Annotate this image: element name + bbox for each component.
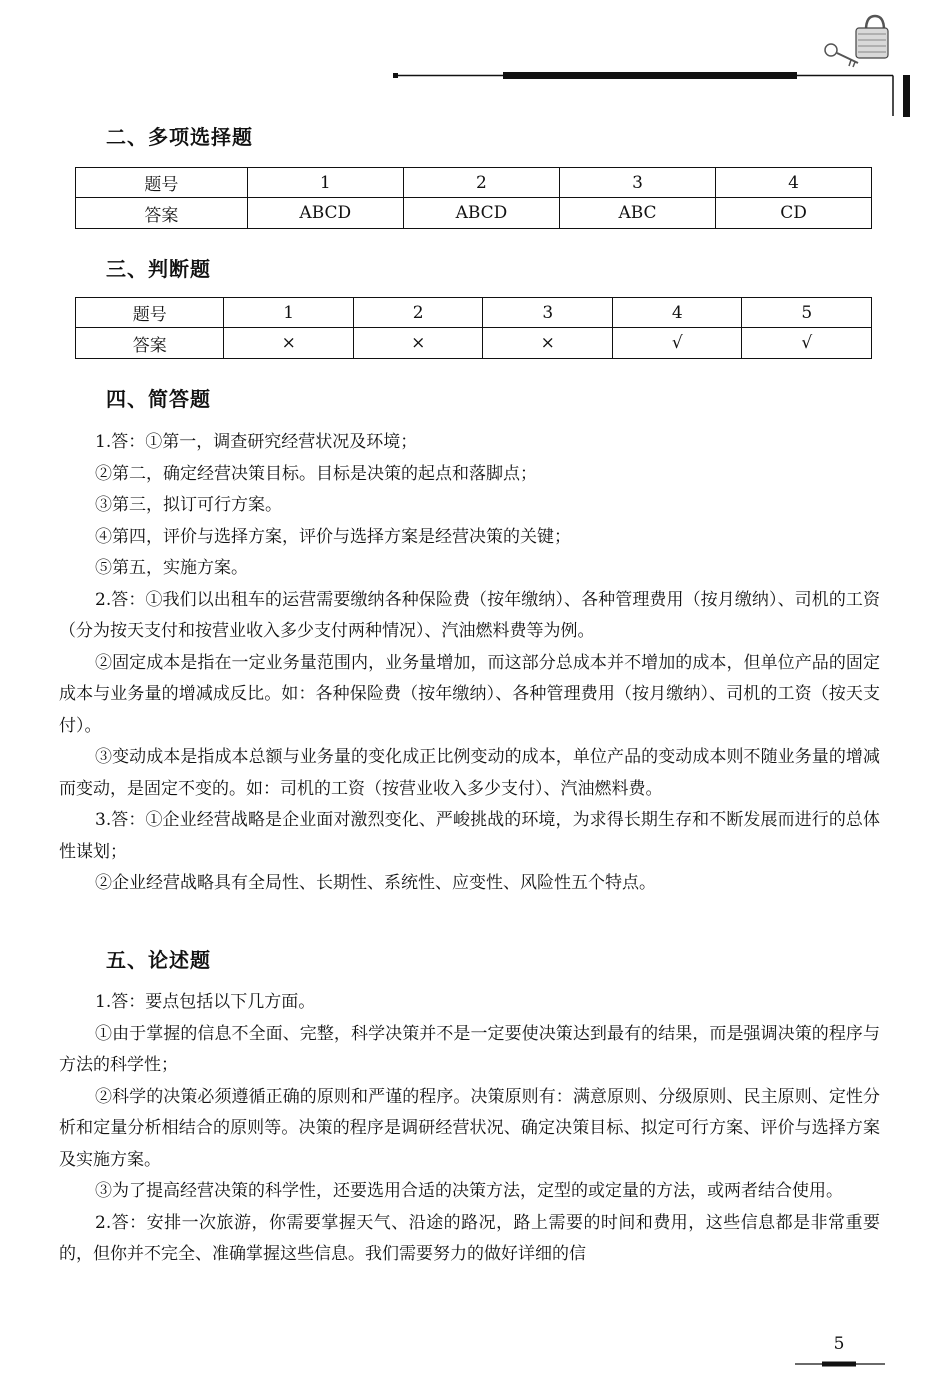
paragraph: 2.答：①我们以出租车的运营需要缴纳各种保险费（按年缴纳）、各种管理费用（按月缴纳）、司机的工资（分为按天支付和按营业收入多少支付两种情况）、汽油燃料费等为例。 (59, 589, 880, 641)
table-cell: ABCD (247, 198, 403, 229)
paragraph: ①由于掌握的信息不全面、完整，科学决策并不是一定要使决策达到最有的结果，而是强调决策的程序与方法的科学性； (59, 1023, 880, 1075)
lock-and-key-icon (825, 16, 888, 67)
section-title-short-answer: 四、简答题 (106, 387, 211, 411)
paragraph: 2.答：安排一次旅游，你需要掌握天气、沿途的路况，路上需要的时间和费用，这些信息都是非常重要的，但你并不完全、准确掌握这些信息。我们需要努力的做好详细的信 (59, 1212, 880, 1264)
table-cell: 答案 (76, 198, 248, 229)
multiple-choice-answer-table (75, 167, 872, 229)
section-title-multiple-choice: 二、多项选择题 (106, 125, 253, 149)
table-cell: 2 (353, 298, 483, 328)
table-cell: 题号 (76, 168, 248, 198)
header-decoration (0, 0, 936, 125)
table-cell: 2 (403, 168, 559, 198)
short-answer-body (59, 427, 880, 900)
paragraph: 3.答：①企业经营战略是企业面对激烈变化、严峻挑战的环境，为求得长期生存和不断发展而进行的总体性谋划； (59, 810, 880, 862)
table-cell: 答案 (76, 328, 224, 359)
table-cell: × (353, 328, 483, 359)
table-row (76, 328, 872, 359)
table-row (76, 298, 872, 328)
paragraph: ③变动成本是指成本总额与业务量的变化成正比例变动的成本，单位产品的变动成本则不随业务量的增减而变动，是固定不变的。如：司机的工资（按营业收入多少支付）、汽油燃料费。 (59, 747, 880, 799)
paragraph: ④第四，评价与选择方案，评价与选择方案是经营决策的关键； (95, 526, 571, 547)
table-cell: 1 (247, 168, 403, 198)
essay-body (59, 987, 880, 1271)
paragraph: ③为了提高经营决策的科学性，还要选用合适的决策方法，定型的或定量的方法，或两者结合使用。 (95, 1181, 843, 1201)
table-cell: 3 (483, 298, 613, 328)
table-cell: CD (716, 198, 872, 229)
table-cell: × (224, 328, 354, 359)
table-cell: 4 (612, 298, 742, 328)
table-row (76, 198, 872, 229)
table-cell: 5 (742, 298, 872, 328)
paragraph: ③第三，拟订可行方案。 (95, 495, 282, 515)
table-row (76, 168, 872, 198)
true-false-answer-table (75, 297, 872, 359)
paragraph: 1.答：①第一，调查研究经营状况及环境； (95, 432, 418, 452)
paragraph: 1.答：要点包括以下几方面。 (95, 992, 316, 1012)
paragraph: ②固定成本是指在一定业务量范围内，业务量增加，而这部分总成本并不增加的成本，但单位产品的固定成本与业务量的增减成反比。如：各种保险费（按年缴纳）、各种管理费用（按月缴纳）、司机的工资（按天支付）。 (59, 652, 880, 736)
section-title-true-false: 三、判断题 (106, 257, 211, 281)
section-title-essay: 五、论述题 (106, 948, 211, 972)
table-cell: √ (742, 328, 872, 359)
table-cell: × (483, 328, 613, 359)
page-number: 5 (833, 1334, 845, 1354)
footer-decoration (795, 1359, 885, 1369)
paragraph: ②第二，确定经营决策目标。目标是决策的起点和落脚点； (95, 463, 537, 484)
paragraph: ②科学的决策必须遵循正确的原则和严谨的程序。决策原则有：满意原则、分级原则、民主原则、定性分析和定量分析相结合的原则等。决策的程序是调研经营状况、确定决策目标、拟定可行方案、评价与选择方案及实施方案。 (59, 1086, 880, 1170)
table-cell: 1 (224, 298, 354, 328)
paragraph: ②企业经营战略具有全局性、长期性、系统性、应变性、风险性五个特点。 (95, 873, 656, 893)
table-cell: 题号 (76, 298, 224, 328)
table-cell: ABC (560, 198, 716, 229)
table-cell: √ (612, 328, 742, 359)
table-cell: 4 (716, 168, 872, 198)
paragraph: ⑤第五，实施方案。 (95, 558, 248, 578)
table-cell: ABCD (403, 198, 559, 229)
table-cell: 3 (560, 168, 716, 198)
